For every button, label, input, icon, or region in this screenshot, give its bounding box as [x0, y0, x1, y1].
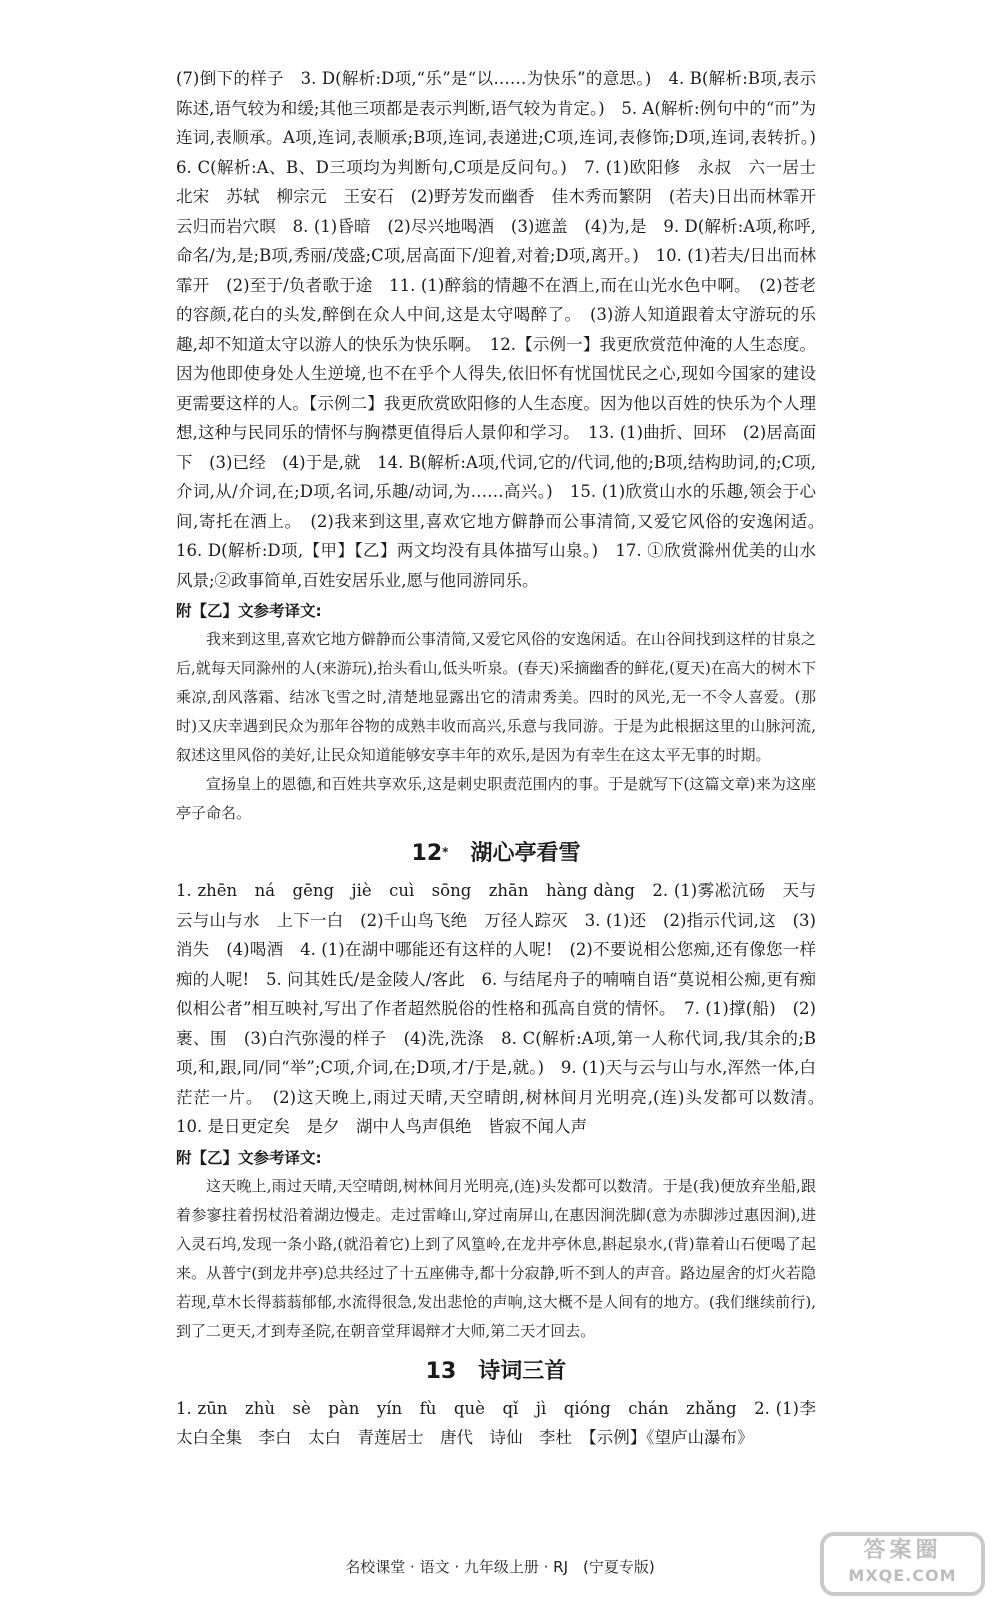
section-name: 诗词三首 — [478, 1358, 567, 1384]
section-title-13 — [176, 1352, 816, 1392]
translation-paragraph: 宣扬皇上的恩德,和百姓共享欢乐,这是刺史职责范围内的事。于是就写下(这篇文章)来为这座亭子命名。 — [176, 775, 816, 822]
section-title-12 — [176, 834, 816, 874]
lesson-12-translation — [176, 1172, 816, 1346]
watermark-logo: 答案圈 MXQE.COM — [820, 1532, 985, 1596]
lesson-13-answers: 1. zūn zhù sè pàn yín fù què qǐ jì qióng chán zhǎng 2. (1)李太白全集 李白 太白 青莲居士 唐代 诗仙 李杜 【示例】《望庐山瀑布》 — [176, 1398, 816, 1447]
section-name: 湖心亭看雪 — [470, 841, 581, 866]
section-number: 12* — [411, 841, 449, 866]
answer-content — [176, 64, 833, 1453]
lesson-11-answers: (7)倒下的样子 3. D(解析:D项,“乐”是“以……为快乐”的意思。) 4. B(解析:B项,表示陈述,语气较为和缓;其他三项都是表示判断,语气较为肯定。) 5. A(解析:例句中的“而”为连词,表顺承。A项,连词,表顺承;B项,连词,表递进;C项,连词,表修饰;D项,连词,表转折。) 6. C(解析:A、B、D三项均为判断句,C项是反问句。) 7. (1)欧阳修 永叔 六一居士 北宋 苏轼 柳宗元 王安石 (2)野芳发而幽香 佳木秀而繁阴 (若夫)日出而林霏开 云归而岩穴暝 8. (1)昏暗 (2)尽兴地喝酒 (3)遮盖 (4)为,是 9. D(解析:A项,称呼,命名/为,是;B项,秀丽/茂盛;C项,居高面下/迎着,对着;D项,离开。) 10. (1)若夫/日出而林霏开 (2)至于/负者歌于途 11. (1)醉翁的情趣不在酒上,而在山光水色中啊。 (2)苍老的容颜,花白的头发,醉倒在众人中间,这是太守喝醉了。 (3)游人知道跟着太守游玩的乐趣,却不知道太守以游人的快乐为快乐啊。 12.【示例一】我更欣赏范仲淹的人生态度。因为他即使身处人生逆境,也不在乎个人得失,依旧怀有忧国忧民之心,现如今国家的建设更需要这样的人。【示例二】我更欣赏欧阳修的人生态度。因为他以百姓的快乐为个人理想,这种与民同乐的情怀与胸襟更值得后人景仰和学习。 13. (1)曲折、回环 (2)居高面下 (3)已经 (4)于是,就 14. B(解析:A项,代词,它的/代词,他的;B项,结构助词,的;C项,介词,从/介词,在;D项,名词,乐趣/动词,为……高兴。) 15. (1)欣赏山水的乐趣,领会于心间,寄托在酒上。 (2)我来到这里,喜欢它地方僻静而公事清简,又爱它风俗的安逸闲适。 16. D(解析:D项,【甲】【乙】两文均没有具体描写山泉。) 17. ①欣赏滁州优美的山水风景;②政事简单,百姓安居乐业,愿与他同游同乐。 — [176, 69, 833, 590]
translation-paragraph: 这天晚上,雨过天晴,天空晴朗,树林间月光明亮,(连)头发都可以数清。于是(我)便放弃坐船,跟着参寥拄着拐杖沿着湖边慢走。走过雷峰山,穿过南屏山,在惠因涧洗脚(意为赤脚涉过惠因涧),进入灵石坞,发现一条小路,(就沿着它)上到了风篁岭,在龙井亭休息,斟起泉水,(背)靠着山石便喝了起来。从普宁(到龙井亭)总共经过了十五座佛寺,都十分寂静,听不到人的声音。路边屋舍的灯火若隐若现,草木长得蓊蓊郁郁,水流得很急,发出悲怆的声响,这大概不是人间有的地方。(我们继续前行),到了二更天,才到寿圣院,在朝音堂拜谒辩才大师,第二天才回去。 — [176, 1176, 816, 1340]
section-number: 13 — [425, 1358, 457, 1384]
page-footer: 名校课堂 · 语文 · 九年级上册 · RJ (宁夏专版) — [345, 1558, 655, 1576]
lesson-12-translation-heading: 附【乙】文参考译文: — [176, 1148, 322, 1167]
lesson-12-answers: 1. zhēn ná gēng jiè cuì sōng zhān hàng dàng 2. (1)雾凇沆砀 天与云与山与水 上下一白 (2)千山鸟飞绝 万径人踪灭 3. (1)还 (2)指示代词,这 (3)消失 (4)喝酒 4. (1)在湖中哪能还有这样的人呢! (2)不要说相公您痴,还有像您一样痴的人呢! 5. 问其姓氏/是金陵人/客此 6. 与结尾舟子的喃喃自语“莫说相公痴,更有痴似相公者”相互映衬,写出了作者超然脱俗的性格和孤高自赏的情怀。 7. (1)撑(船) (2)裹、围 (3)白汽弥漫的样子 (4)洗,洗涤 8. C(解析:A项,第一人称代词,我/其余的;B项,和,跟,同/同“举”;C项,介词,在;D项,才/于是,就。) 9. (1)天与云与山与水,浑然一体,白茫茫一片。 (2)这天晚上,雨过天晴,天空晴朗,树林间月光明亮,(连)头发都可以数清。 10. 是日更定矣 是夕 湖中人鸟声俱绝 皆寂不闻人声 — [176, 881, 833, 1136]
lesson-11-translation-heading: 附【乙】文参考译文: — [176, 602, 322, 620]
lesson-11-translation — [176, 625, 816, 828]
translation-paragraph: 我来到这里,喜欢它地方僻静而公事清简,又爱它风俗的安逸闲适。在山谷间找到这样的甘泉之后,就每天同滁州的人(来游玩),抬头看山,低头听泉。(春天)采摘幽香的鲜花,(夏天)在高大的树木下乘凉,刮风落霜、结冰飞雪之时,清楚地显露出它的清肃秀美。四时的风光,无一不令人喜爱。(那时)又庆幸遇到民众为那年谷物的成熟丰收而高兴,乐意与我同游。于是为此根据这里的山脉河流,叙述这里风俗的美好,让民众知道能够安享丰年的欢乐,是因为有幸生在这太平无事的时期。 — [176, 630, 816, 764]
